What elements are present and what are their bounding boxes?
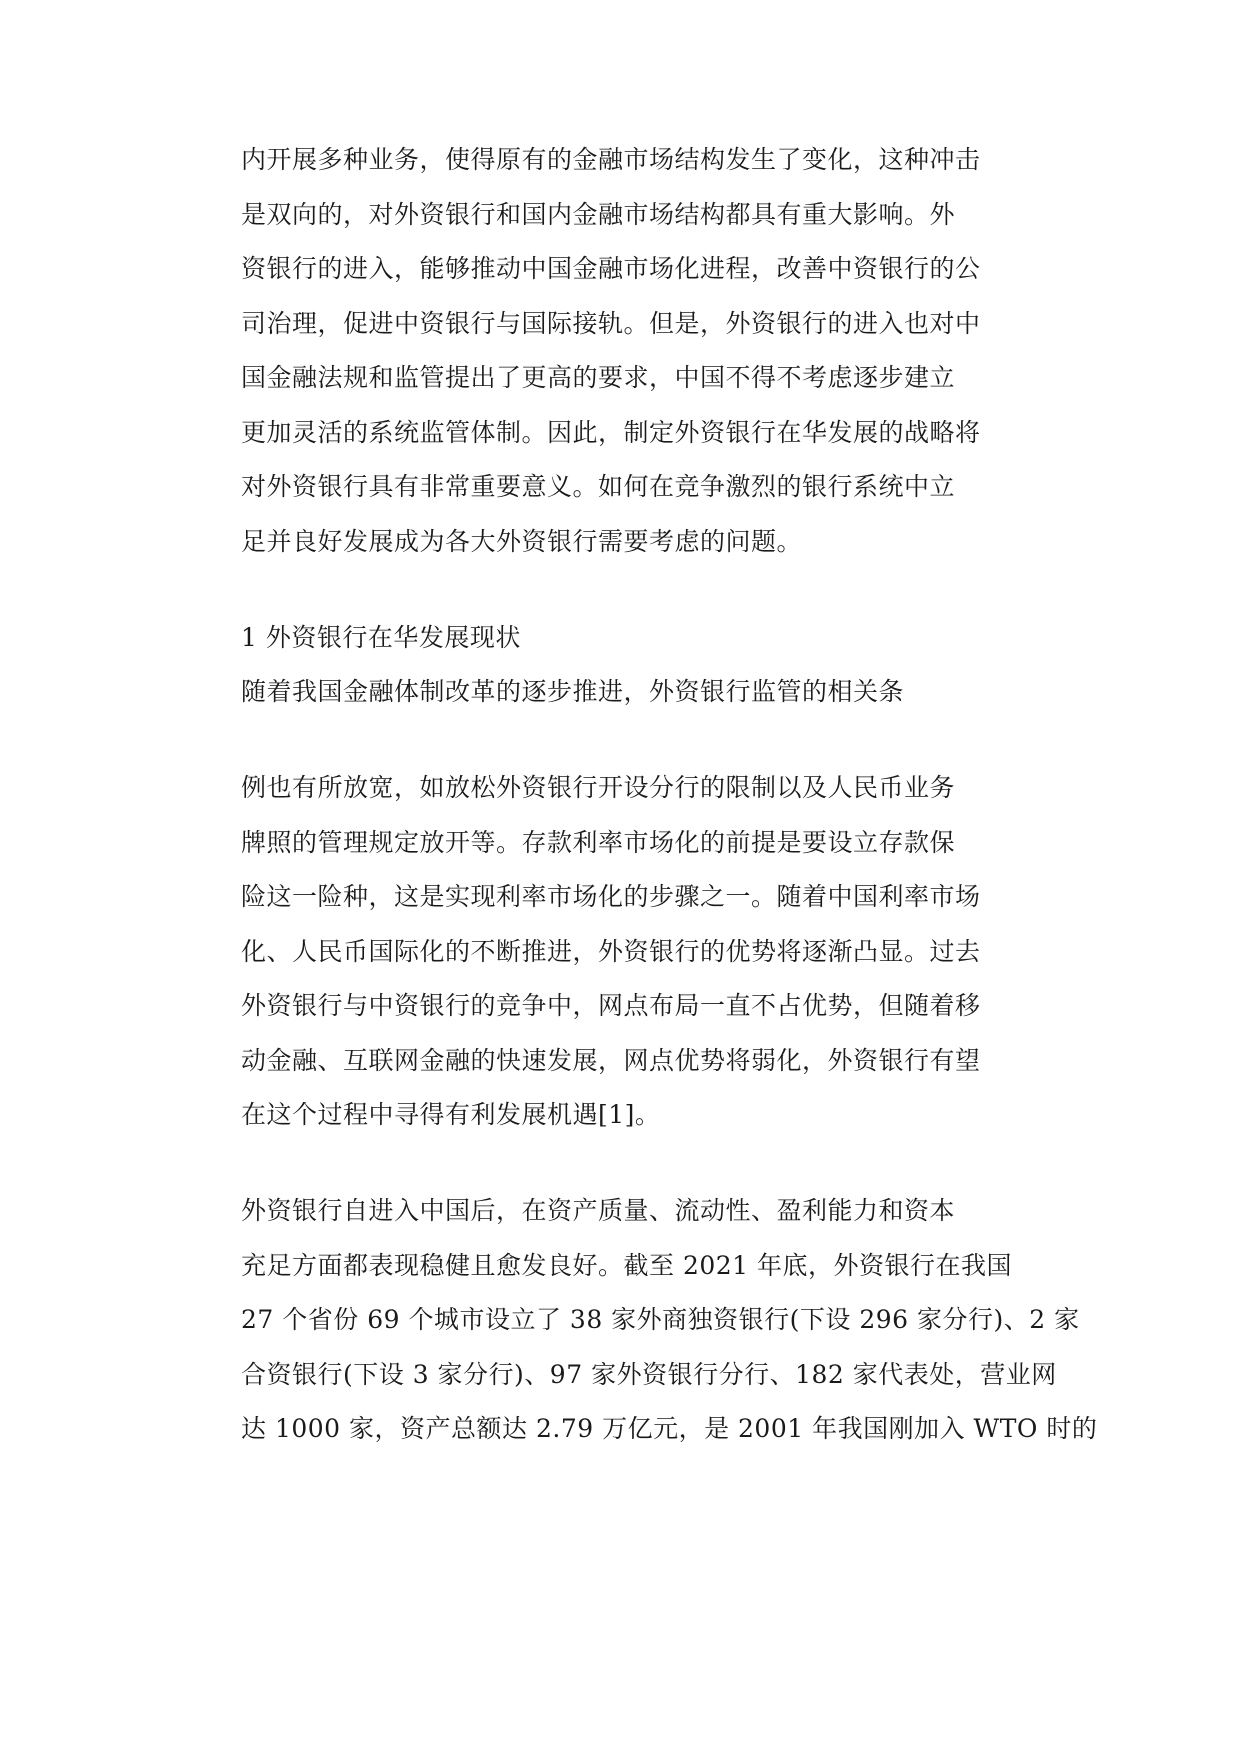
paragraph-3-line-3: 险这一险种，这是实现利率市场化的步骤之一。随着中国利率市场	[241, 882, 981, 911]
paragraph-1-line-6: 更加灵活的系统监管体制。因此，制定外资银行在华发展的战略将	[241, 418, 981, 447]
paragraph-1-line-8: 足并良好发展成为各大外资银行需要考虑的问题。	[241, 527, 803, 556]
paragraph-3-line-5: 外资银行与中资银行的竞争中，网点布局一直不占优势，但随着移	[241, 991, 981, 1020]
paragraph-3-line-2: 牌照的管理规定放开等。存款利率市场化的前提是要设立存款保	[241, 828, 956, 857]
paragraph-1-line-7: 对外资银行具有非常重要意义。如何在竞争激烈的银行系统中立	[241, 472, 956, 501]
paragraph-1-line-4: 司治理，促进中资银行与国际接轨。但是，外资银行的进入也对中	[241, 309, 981, 338]
paragraph-4-line-4: 合资银行(下设 3 家分行)、97 家外资银行分行、182 家代表处，营业网	[241, 1360, 1057, 1389]
paragraph-1-line-3: 资银行的进入，能够推动中国金融市场化进程，改善中资银行的公	[241, 254, 981, 283]
paragraph-3-line-1: 例也有所放宽，如放松外资银行开设分行的限制以及人民币业务	[241, 773, 956, 802]
paragraph-3-line-7: 在这个过程中寻得有利发展机遇[1]。	[241, 1100, 661, 1129]
paragraph-4-line-5: 达 1000 家，资产总额达 2.79 万亿元，是 2001 年我国刚加入 WTO 时的	[241, 1414, 1098, 1443]
paragraph-1-line-2: 是双向的，对外资银行和国内金融市场结构都具有重大影响。外	[241, 200, 956, 229]
paragraph-3-line-6: 动金融、互联网金融的快速发展，网点优势将弱化，外资银行有望	[241, 1046, 981, 1075]
paragraph-4-line-2: 充足方面都表现稳健且愈发良好。截至 2021 年底，外资银行在我国	[241, 1251, 1013, 1280]
paragraph-2-line-1: 随着我国金融体制改革的逐步推进，外资银行监管的相关条	[241, 677, 905, 706]
section-heading: 1 外资银行在华发展现状	[241, 623, 521, 652]
paragraph-4-line-1: 外资银行自进入中国后，在资产质量、流动性、盈利能力和资本	[241, 1196, 956, 1225]
paragraph-1-line-1: 内开展多种业务，使得原有的金融市场结构发生了变化，这种冲击	[241, 145, 981, 174]
paragraph-4-line-3: 27 个省份 69 个城市设立了 38 家外商独资银行(下设 296 家分行)、2 家	[241, 1305, 1080, 1334]
paragraph-1-line-5: 国金融法规和监管提出了更高的要求，中国不得不考虑逐步建立	[241, 363, 956, 392]
paragraph-3-line-4: 化、人民币国际化的不断推进，外资银行的优势将逐渐凸显。过去	[241, 937, 981, 966]
